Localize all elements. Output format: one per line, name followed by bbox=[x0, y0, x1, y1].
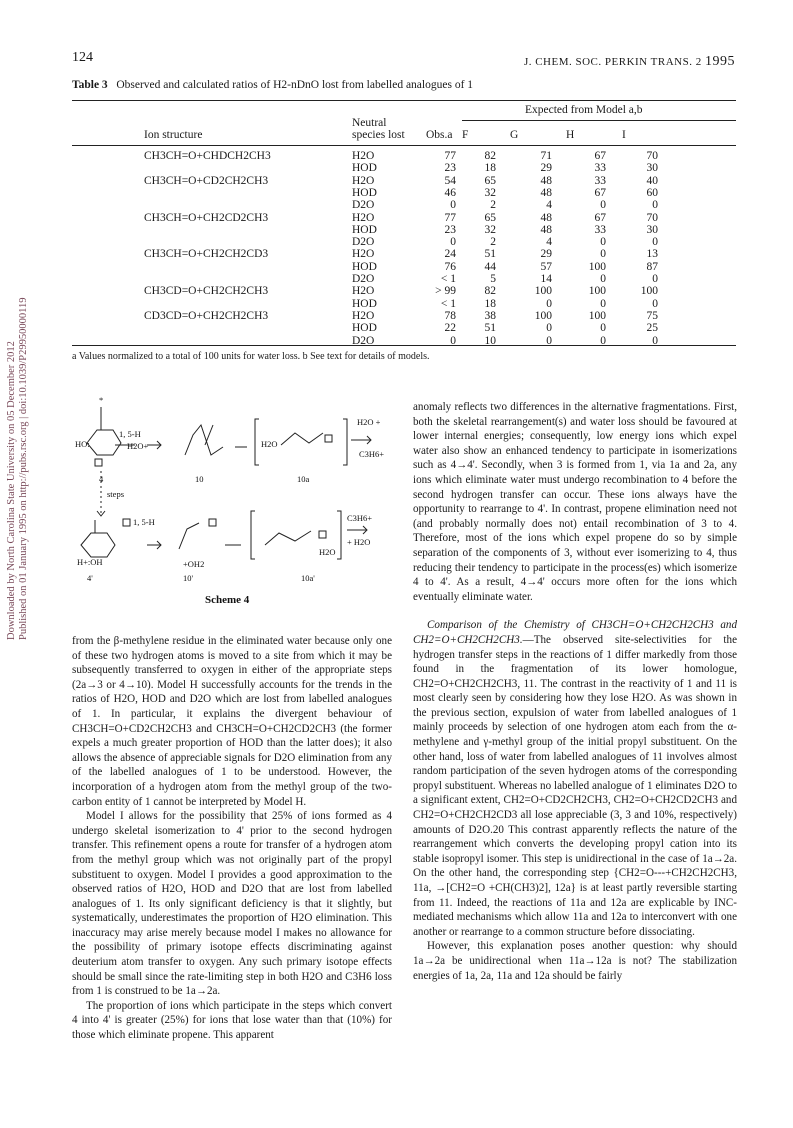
label-10ap: 10a' bbox=[301, 573, 315, 583]
table-row bbox=[72, 162, 736, 175]
cell-h: 0 bbox=[600, 236, 606, 249]
cell-obs: 22 bbox=[444, 322, 456, 335]
table-top-rule bbox=[72, 100, 736, 101]
cell-neutral: HOD bbox=[352, 186, 377, 199]
cell-i: 100 bbox=[640, 285, 658, 298]
cell-obs: 76 bbox=[444, 260, 456, 273]
cell-ion: CH3CH=O+CHDCH2CH3 bbox=[144, 150, 271, 162]
cell-g: 29 bbox=[540, 248, 552, 261]
cell-f: 2 bbox=[490, 236, 496, 249]
right-paragraph-2 bbox=[413, 618, 737, 939]
table-row bbox=[72, 224, 736, 237]
cell-ion: CH3CH=O+CH2CH2CD3 bbox=[144, 248, 269, 261]
section-body: —The observed site-selectivities for the hydrogen transfer steps in the reactions of 1 differ markedly from those found in the fragmentation of its lower homologue, CH2=O+CH2CH2CH3, 11. The contrast in the reactivity of 1 and 11 is most clearly seen by considering how they lose H2O. As was shown in the previous section, expulsion of water from labelled analogues of 1 mainly proceeds by selection of one hydrogen atom each from the α-methylene and γ-methyl group of the initial propyl substituent. On the other hand, loss of water from labelled analogues of 11 involves almost random participation of the seven hydrogen atoms of the corresponding propyl substituent. Whereas no labelled analogue of 1 eliminates D2O to a significant extent, CH2=O+CD2CH2CH3, CH2=O+CH2CD2CH3 and CH2=O+CH2CH2CD3 all lose appreciable (3, 3 and 10%, respectively) amounts of D2O.20 This contrast apparently reflects the nature of the rearrangement which converts the developing propyl cation into its stable isopropyl isomer. This step is unidirectional in the case of 1a→2a. On the other hand, the corresponding step {CH2=O---+CH2CH2CH3, 11a, →[CH2=O +CH(CH3)2], 12a} is at least partly reversible starting from 11. Indeed, the reactions of 11a and 12a are explicable by INC-mediated mechanisms which allow 11a and 12a to interconvert with one another or rearrange to a common structure before dissociating. bbox=[413, 633, 737, 938]
cell-h: 100 bbox=[588, 309, 606, 322]
cell-obs: < 1 bbox=[440, 297, 456, 310]
neutral-header-1: Neutral bbox=[352, 117, 387, 129]
chain-10 bbox=[185, 425, 223, 455]
cell-f: 82 bbox=[484, 150, 496, 162]
cell-obs: 23 bbox=[444, 223, 456, 236]
cell-i: 0 bbox=[652, 273, 658, 285]
cell-g: 100 bbox=[534, 285, 552, 298]
left-column bbox=[72, 634, 392, 1043]
right-column bbox=[413, 400, 737, 983]
cell-g: 0 bbox=[546, 322, 552, 335]
download-watermark bbox=[2, 297, 32, 640]
cell-f: 65 bbox=[484, 211, 496, 224]
cell-i: 70 bbox=[646, 211, 658, 224]
left-paragraph-3: The proportion of ions which participate in the steps which convert 4 into 4' is greater (25%) for ions that lose water than that (10%) for those which eliminate propene. This apparent bbox=[72, 999, 392, 1042]
neutral-header-2: species lost bbox=[352, 129, 405, 141]
cell-obs: 78 bbox=[444, 309, 456, 322]
cell-f: 44 bbox=[484, 260, 496, 273]
section-heading: Comparison of the Chemistry of CH3CH=O+CH2CH2CH3 and CH2=O+CH2CH2CH3. bbox=[413, 619, 737, 646]
cell-g: 4 bbox=[546, 199, 552, 212]
radical-box-4 bbox=[95, 459, 102, 466]
cell-neutral: H2O bbox=[352, 285, 375, 298]
shift-label: 1, 5-H bbox=[119, 429, 141, 439]
cell-g: 0 bbox=[546, 297, 552, 310]
cell-ion: CH3CH=O+CD2CH2CH3 bbox=[144, 174, 269, 187]
cell-neutral: HOD bbox=[352, 162, 377, 175]
c3h6-label-2: C3H6+ bbox=[347, 513, 373, 523]
cell-ion: CH3CD=O+CH2CH2CH3 bbox=[144, 285, 269, 298]
obs-header: Obs.a bbox=[426, 129, 453, 141]
cell-neutral: D2O bbox=[352, 236, 375, 249]
right-paragraph-1: anomaly reflects two differences in the alternative fragmentations. First, both the skeletal rearrangement(s) and water loss should be favoured at lower internal energies; consequently, low energy ions which expel water also show an enhanced tendency to participate in isomerizations such as 4→4'. Secondly, when 3 is formed from 1, via 1a and 2a, any ions which eliminate water must undergo recombination to 4 before the second hydrogen transfer can occur. These ions always have the opportunity to rearrange to 4'. In contrast, propene elimination need not (and probably normally does not) entail recombination of 3 to 4. Therefore, most of the ions which expel propene do so by simple separation of the components of 3, without ever isomerizing to 4, thus reducing their tendency to participate in the process(es) which isomerize 4 to 4'. As a result, 4→4' occurs more often for the ions which eventually eliminate water. bbox=[413, 401, 737, 603]
cell-g: 48 bbox=[540, 174, 552, 187]
cell-i: 25 bbox=[646, 322, 658, 335]
journal-name: J. CHEM. SOC. PERKIN TRANS. 2 bbox=[523, 56, 702, 68]
right-paragraph-3: However, this explanation poses another question: why should 1a→2a be unidirectional when 11a→12a is not? The stabilization energies of 1a, 2a, 11a and 12a should be fairly bbox=[413, 940, 737, 982]
expected-rule bbox=[462, 120, 736, 121]
cell-neutral: D2O bbox=[352, 199, 375, 212]
cell-ion: CH3CH=O+CH2CD2CH3 bbox=[144, 211, 269, 224]
cell-i: 75 bbox=[646, 309, 658, 322]
cell-g: 29 bbox=[540, 162, 552, 175]
cell-g: 48 bbox=[540, 186, 552, 199]
table-row bbox=[72, 150, 736, 163]
publication-note: Published on 01 January 1995 on http://pubs.rsc.org | doi:10.1039/P29950000119 bbox=[18, 297, 29, 640]
model-g-header: G bbox=[510, 129, 519, 141]
cell-neutral: H2O bbox=[352, 248, 375, 261]
cell-g: 71 bbox=[540, 150, 552, 162]
table-row bbox=[72, 248, 736, 261]
h2o-in-bracket-2: H2O bbox=[319, 547, 336, 557]
cell-neutral: H2O bbox=[352, 174, 375, 187]
cell-i: 13 bbox=[646, 248, 658, 261]
cell-h: 0 bbox=[600, 322, 606, 335]
cell-f: 32 bbox=[484, 223, 496, 236]
table-row bbox=[72, 212, 736, 225]
cell-neutral: H2O bbox=[352, 211, 375, 224]
c3h6-label: C3H6+ bbox=[359, 449, 385, 459]
steps-label: steps bbox=[107, 489, 124, 499]
cell-i: 87 bbox=[646, 260, 658, 273]
oh2-label: +OH2 bbox=[183, 559, 205, 569]
scheme-4 bbox=[75, 385, 395, 615]
cell-neutral: HOD bbox=[352, 322, 377, 335]
cell-ion: CD3CD=O+CH2CH2CH3 bbox=[144, 309, 269, 322]
table-row bbox=[72, 273, 736, 286]
table-label: Table 3 bbox=[72, 79, 108, 91]
cell-f: 82 bbox=[484, 285, 496, 298]
cell-h: 33 bbox=[594, 162, 606, 175]
cell-g: 4 bbox=[546, 236, 552, 249]
cell-i: 0 bbox=[652, 236, 658, 249]
table-row bbox=[72, 298, 736, 311]
cell-f: 2 bbox=[490, 199, 496, 212]
cell-h: 67 bbox=[594, 211, 606, 224]
cell-i: 30 bbox=[646, 162, 658, 175]
ring-4p bbox=[81, 533, 115, 557]
cell-i: 70 bbox=[646, 150, 658, 162]
h2o-plus-label: H2O + bbox=[357, 417, 381, 427]
label-4p: 4' bbox=[87, 573, 93, 583]
cell-obs: 0 bbox=[450, 236, 456, 249]
shift-label-2: 1, 5-H bbox=[133, 517, 155, 527]
ion-header: Ion structure bbox=[144, 129, 203, 141]
plus-h2o-label: + H2O bbox=[347, 537, 371, 547]
h2o-in-bracket: H2O bbox=[261, 439, 278, 449]
page-number: 124 bbox=[72, 50, 93, 65]
model-h-header: H bbox=[566, 129, 575, 141]
cell-f: 18 bbox=[484, 297, 496, 310]
table-row bbox=[72, 322, 736, 335]
table-row bbox=[72, 261, 736, 274]
cell-g: 0 bbox=[546, 334, 552, 347]
cell-h: 67 bbox=[594, 150, 606, 162]
cell-i: 30 bbox=[646, 223, 658, 236]
hoh-label: H+:OH bbox=[77, 557, 103, 567]
cell-neutral: H2O bbox=[352, 150, 375, 162]
cell-h: 100 bbox=[588, 260, 606, 273]
table-row bbox=[72, 310, 736, 323]
cell-neutral: D2O bbox=[352, 334, 375, 347]
table-row bbox=[72, 236, 736, 249]
cell-i: 60 bbox=[646, 186, 658, 199]
cell-h: 0 bbox=[600, 297, 606, 310]
cell-obs: 0 bbox=[450, 199, 456, 212]
cell-i: 0 bbox=[652, 334, 658, 347]
cell-f: 51 bbox=[484, 322, 496, 335]
label-10p: 10' bbox=[183, 573, 194, 583]
cell-f: 51 bbox=[484, 248, 496, 261]
cell-h: 0 bbox=[600, 334, 606, 347]
left-paragraph-1: from the β-methylene residue in the eliminated water because only one of these two hydrogen atoms is moved to a site from which it may be subsequently transferred to oxygen in either of the appropriate steps (2a→3 or 4→10). Model H successfully accounts for the trends in the ratios of H2O, HOD and D2O which are lost from labelled analogues of 1. In particular, it explains the divergent behaviour of CH3CH=O+CD2CH2CH3 and CH3CH=O+CH2CD2CH3 (the former expels a much greater proportion of HOD than the latter does); it also allows the absence of appreciable signals for D2O elimination from any of the labelled analogues of 1 to be understood. However, the incorporation of a hydrogen atom from the methyl group of the two-carbon entity of 1 cannot be interpreted by Model H. bbox=[72, 635, 392, 808]
cell-obs: 23 bbox=[444, 162, 456, 175]
cell-g: 100 bbox=[534, 309, 552, 322]
cell-i: 0 bbox=[652, 297, 658, 310]
cell-h: 100 bbox=[588, 285, 606, 298]
cell-f: 38 bbox=[484, 309, 496, 322]
table-row bbox=[72, 335, 736, 348]
cell-obs: 54 bbox=[444, 174, 456, 187]
left-paragraph-2: Model I allows for the possibility that 25% of ions formed as 4 undergo skeletal isomerization to 4' prior to the second hydrogen transfer. This refinement opens a route for transfer of a hydrogen atom from the methyl group which was not originally part of the propyl substituent to oxygen. Model I provides a good approximation to the observed ratios of H2O, HOD and D2O that are lost from labelled analogues of 1. Its only significant deficiency is that it slightly, but systematically, underestimates the proportion of H2O elimination. This inaccuracy may arise merely because model I makes no allowance for the possibility of primary isotope effects discriminating against deuterium atom transfer to oxygen. Any such primary isotope effects should be small since the rate-limiting step in both H2O and C3H6 loss from 1 is construed to be 1a→2a. bbox=[72, 810, 392, 998]
journal-header bbox=[524, 54, 735, 70]
cell-neutral: HOD bbox=[352, 223, 377, 236]
label-10: 10 bbox=[195, 474, 204, 484]
star-label: * bbox=[99, 395, 104, 405]
table-caption bbox=[72, 79, 473, 91]
cell-obs: 0 bbox=[450, 334, 456, 347]
scheme-title: Scheme 4 bbox=[205, 594, 250, 606]
table-row bbox=[72, 285, 736, 298]
cell-f: 65 bbox=[484, 174, 496, 187]
cell-neutral: H2O bbox=[352, 309, 375, 322]
cell-g: 48 bbox=[540, 223, 552, 236]
ring-4 bbox=[87, 430, 121, 455]
cell-h: 0 bbox=[600, 273, 606, 285]
cell-i: 40 bbox=[646, 174, 658, 187]
h2o-ion-label: H2O+ bbox=[127, 441, 149, 451]
cell-f: 5 bbox=[490, 273, 496, 285]
cell-h: 67 bbox=[594, 186, 606, 199]
cell-neutral: D2O bbox=[352, 273, 375, 285]
cell-obs: 77 bbox=[444, 150, 456, 162]
cell-g: 48 bbox=[540, 211, 552, 224]
table-row bbox=[72, 187, 736, 200]
table-header-rule bbox=[72, 145, 736, 146]
model-i-header: I bbox=[622, 129, 626, 141]
expected-header: Expected from Model a,b bbox=[525, 104, 643, 116]
cell-obs: 24 bbox=[444, 248, 456, 261]
cell-f: 32 bbox=[484, 186, 496, 199]
cell-neutral: HOD bbox=[352, 260, 377, 273]
cell-obs: 77 bbox=[444, 211, 456, 224]
table-row bbox=[72, 199, 736, 212]
cell-f: 10 bbox=[484, 334, 496, 347]
ho-label: HO: bbox=[75, 439, 90, 449]
cell-neutral: HOD bbox=[352, 297, 377, 310]
cell-h: 33 bbox=[594, 174, 606, 187]
model-f-header: F bbox=[462, 129, 469, 141]
download-note: Downloaded by North Carolina State University on 05 December 2012 bbox=[6, 341, 17, 640]
cell-h: 33 bbox=[594, 223, 606, 236]
cell-g: 57 bbox=[540, 260, 552, 273]
cell-obs: < 1 bbox=[440, 273, 456, 285]
journal-year: 1995 bbox=[705, 54, 735, 69]
cell-h: 0 bbox=[600, 248, 606, 261]
cell-obs: > 99 bbox=[435, 285, 456, 298]
label-10a: 10a bbox=[297, 474, 310, 484]
cell-i: 0 bbox=[652, 199, 658, 212]
table-footnote: a Values normalized to a total of 100 units for water loss. b See text for details of models. bbox=[72, 351, 430, 362]
cell-h: 0 bbox=[600, 199, 606, 212]
label-4: 4 bbox=[99, 474, 104, 484]
table-caption-text: Observed and calculated ratios of H2-nDnO lost from labelled analogues of 1 bbox=[116, 79, 474, 91]
cell-obs: 46 bbox=[444, 186, 456, 199]
cell-g: 14 bbox=[540, 273, 552, 285]
table-row bbox=[72, 175, 736, 188]
cell-f: 18 bbox=[484, 162, 496, 175]
